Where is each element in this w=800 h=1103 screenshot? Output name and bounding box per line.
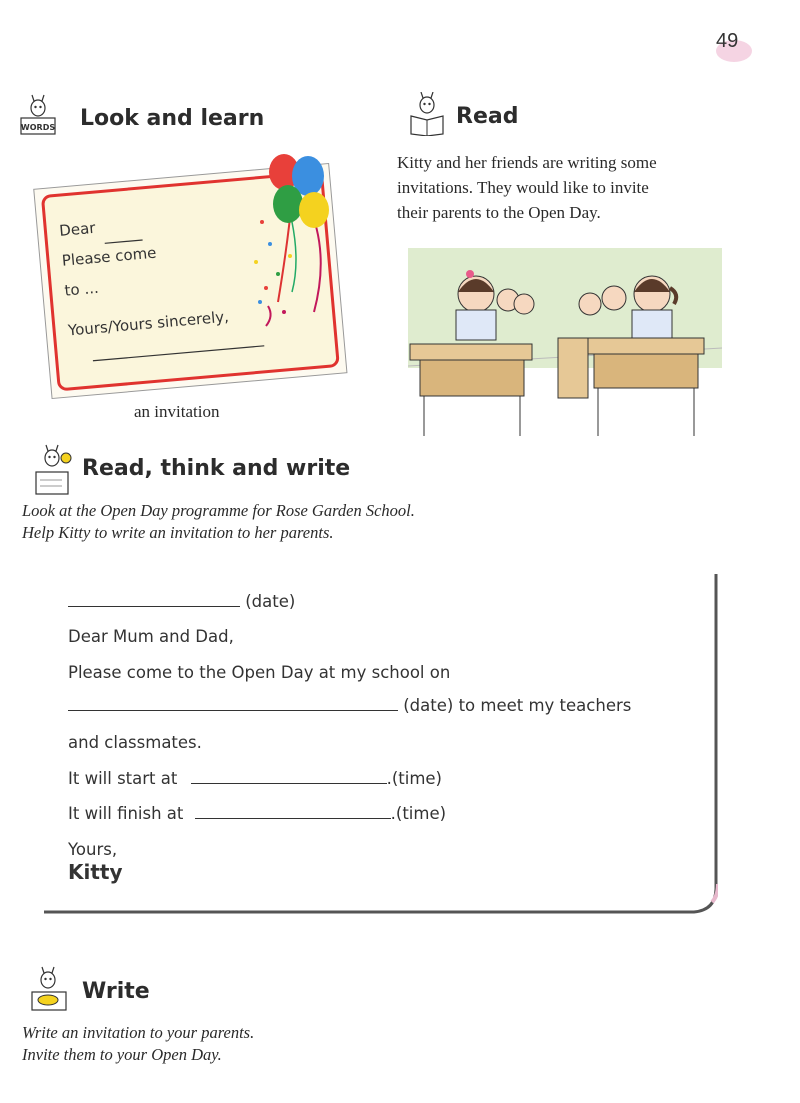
letter-body-line-1: Please come to the Open Day at my school on xyxy=(68,663,451,682)
date-label: (date) xyxy=(245,592,296,611)
read-paragraph xyxy=(397,150,777,225)
write-heading: Write xyxy=(82,979,150,1004)
start-time-blank[interactable] xyxy=(191,769,387,784)
words-book-icon xyxy=(18,94,58,134)
thinking-mascot-icon xyxy=(32,444,72,484)
reading-mascot-icon xyxy=(406,92,446,132)
finish-label: It will finish at xyxy=(68,804,184,823)
card-line-yours: Yours/Yours sincerely, xyxy=(67,307,230,340)
rtw-instruction-line: Look at the Open Day programme for Rose Garden School. xyxy=(22,501,415,520)
invitation-card xyxy=(30,152,350,402)
letter-date-line xyxy=(68,592,295,611)
date-blank[interactable] xyxy=(68,592,240,607)
open-day-date-blank[interactable] xyxy=(68,696,398,711)
words-icon-label: WORDS xyxy=(20,123,56,132)
page-number: 49 xyxy=(716,30,756,62)
card-line-dear: Dear xyxy=(58,218,97,240)
start-suffix: .(time) xyxy=(386,769,442,788)
read-line: invitations. They would like to invite xyxy=(397,178,649,197)
look-and-learn-heading: Look and learn xyxy=(80,106,265,131)
letter-closing: Yours, xyxy=(68,840,118,859)
letter-signature: Kitty xyxy=(68,860,123,884)
finish-time-blank[interactable] xyxy=(195,804,391,819)
read-line: Kitty and her friends are writing some xyxy=(397,153,657,172)
letter-body-line-3: and classmates. xyxy=(68,733,202,752)
letter-start-line xyxy=(68,769,442,788)
card-line-please: Please come xyxy=(61,243,158,270)
write-instruction-line: Invite them to your Open Day. xyxy=(22,1045,222,1064)
letter-body-line-2 xyxy=(68,696,631,715)
letter-greeting: Dear Mum and Dad, xyxy=(68,627,234,646)
read-think-write-heading: Read, think and write xyxy=(82,456,351,481)
write-instructions xyxy=(22,1022,782,1066)
finish-suffix: .(time) xyxy=(390,804,447,823)
read-heading: Read xyxy=(456,104,519,129)
start-label: It will start at xyxy=(68,769,178,788)
classroom-illustration xyxy=(408,248,722,440)
rtw-instruction-line: Help Kitty to write an invitation to her parents. xyxy=(22,523,334,542)
rtw-instructions xyxy=(22,500,782,544)
card-line-to: to ... xyxy=(63,278,100,300)
read-line: their parents to the Open Day. xyxy=(397,203,601,222)
letter-line2-suffix: (date) to meet my teachers xyxy=(403,696,632,715)
card-caption: an invitation xyxy=(134,402,220,421)
letter-finish-line xyxy=(68,804,446,823)
writing-mascot-icon xyxy=(28,966,68,1006)
write-instruction-line: Write an invitation to your parents. xyxy=(22,1023,255,1042)
